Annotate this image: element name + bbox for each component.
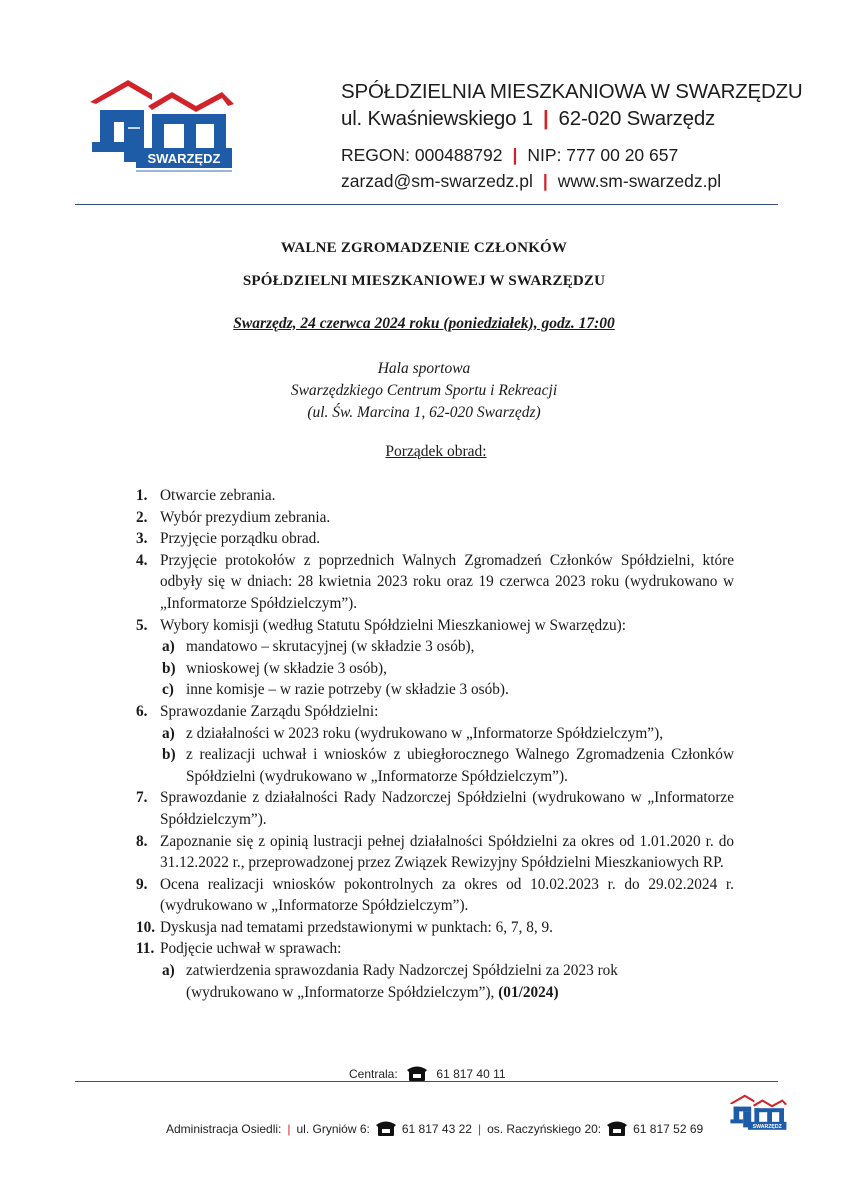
logo-label: SWARZĘDZ <box>752 1123 782 1130</box>
sub-text: wnioskowej (w składzie 3 osób), <box>186 659 387 677</box>
telephone-icon <box>607 1120 627 1136</box>
nip-number: NIP: 777 00 20 657 <box>527 145 679 165</box>
item-number: 2. <box>136 508 148 526</box>
organization-name: SPÓŁDZIELNIA MIESZKANIOWA W SWARZĘDZU <box>341 80 803 103</box>
agenda-item <box>136 701 734 723</box>
agenda-item <box>136 874 734 917</box>
item-text: Wybór prezydium zebrania. <box>160 508 331 526</box>
item-number: 5. <box>136 616 148 634</box>
sub-text: inne komisje – w razie potrzeby (w składzie 3 osób). <box>186 681 509 699</box>
agenda-item <box>136 615 734 637</box>
sub-item <box>136 723 734 745</box>
registration-numbers <box>341 145 678 166</box>
sub-item <box>136 960 734 1003</box>
sub-item <box>136 679 734 701</box>
central-phone-line <box>349 1065 506 1081</box>
venue-line3: (ul. Św. Marcina 1, 62-020 Swarzędz) <box>307 404 541 421</box>
item-number: 6. <box>136 702 148 720</box>
raczynskiego-label: os. Raczyńskiego 20: <box>487 1122 602 1136</box>
agenda-item <box>136 831 734 874</box>
sub-item <box>136 658 734 680</box>
telephone-icon <box>376 1120 396 1136</box>
resolution-number: (01/2024) <box>498 983 559 1001</box>
document-title-line2: SPÓŁDZIELNI MIESZKANIOWEJ W SWARZĘDZU <box>242 273 606 289</box>
agenda-list <box>136 485 734 1003</box>
separator: | <box>543 107 549 130</box>
sub-text: z realizacji uchwał i wniosków z ubiegłorocznego Walnego Zgromadzenia Członków Spółdzielni (wydrukowano w „Informatorze Spółdzielczym”). <box>186 746 734 785</box>
admin-label: Administracja Osiedli: <box>166 1122 282 1136</box>
item-text: Zapoznanie się z opinią lustracji pełnej działalności Spółdzielni za okres od 1.01.2020 r. do 31.12.2022 r., przeprowadzonej przez Związek Rewizyjny Spółdzielni Mieszkaniowych RP. <box>160 832 734 872</box>
contact-line <box>341 171 721 192</box>
regon-number: REGON: 000488792 <box>341 145 503 165</box>
sub-letter: a) <box>162 962 175 980</box>
street-address: ul. Kwaśniewskiego 1 <box>341 107 533 130</box>
separator: | <box>512 145 518 165</box>
sub-text: zatwierdzenia sprawozdania Rady Nadzorczej Spółdzielni za 2023 rok (wydrukowano w „Informatorze Spółdzielczym”), <box>186 962 618 1001</box>
item-text: Przyjęcie porządku obrad. <box>160 530 321 548</box>
sub-letter: a) <box>162 638 175 656</box>
item-number: 4. <box>136 551 148 569</box>
venue-line2: Swarzędzkiego Centrum Sportu i Rekreacji <box>290 382 558 399</box>
item-number: 8. <box>136 832 148 850</box>
separator: | <box>477 1122 482 1136</box>
agenda-title: Porządek obrad: <box>385 443 487 460</box>
separator: | <box>287 1122 291 1136</box>
website-link[interactable]: www.sm-swarzedz.pl <box>557 171 722 191</box>
item-text: Otwarcie zebrania. <box>160 487 276 504</box>
sub-text: mandatowo – skrutacyjnej (w składzie 3 osób), <box>186 638 475 656</box>
meeting-date: Swarzędz, 24 czerwca 2024 roku (poniedziałek), godz. 17:00 <box>233 315 615 332</box>
item-text: Sprawozdanie Zarządu Spółdzielni: <box>160 702 379 720</box>
sub-letter: c) <box>162 681 174 699</box>
cooperative-logo <box>88 76 234 176</box>
sub-letter: a) <box>162 724 175 742</box>
item-text: Dyskusja nad tematami przedstawionymi w punktach: 6, 7, 8, 9. <box>160 918 553 936</box>
organization-address <box>341 107 715 131</box>
item-number: 11. <box>136 940 155 958</box>
logo-label: SWARZĘDZ <box>147 151 221 166</box>
item-text: Podjęcie uchwał w sprawach: <box>160 940 342 958</box>
email-link[interactable]: zarzad@sm-swarzedz.pl <box>341 171 533 191</box>
venue-line1: Hala sportowa <box>377 360 471 377</box>
sub-item <box>136 744 734 787</box>
item-text: Przyjęcie protokołów z poprzednich Walnych Zgromadzeń Członków Spółdzielni, które odbyły się w dniach: 28 kwietnia 2023 roku oraz 19 czerwca 2023 roku (wydrukowano w „Informatorze Spółdzielczym”). <box>160 551 734 612</box>
telephone-icon <box>407 1065 427 1081</box>
agenda-item <box>136 507 734 529</box>
item-number: 7. <box>136 789 148 807</box>
item-text: Sprawozdanie z działalności Rady Nadzorczej Spółdzielni (wydrukowano w „Informatorze Spółdzielczym”). <box>160 789 734 828</box>
item-text: Wybory komisji (według Statutu Spółdzielni Mieszkaniowej w Swarzędzu): <box>160 616 626 634</box>
sub-text-wrap <box>186 960 734 1003</box>
sub-letter: b) <box>162 659 176 677</box>
agenda-item <box>136 917 734 939</box>
agenda-item <box>136 528 734 550</box>
footer-divider <box>75 1081 778 1082</box>
item-number: 3. <box>136 530 148 548</box>
header-divider <box>75 204 778 205</box>
document-title-line1: WALNE ZGROMADZENIE CZŁONKÓW <box>280 240 568 256</box>
agenda-item <box>136 787 734 830</box>
sub-text: z działalności w 2023 roku (wydrukowano w „Informatorze Spółdzielczym”), <box>186 724 664 742</box>
central-phone[interactable]: 61 817 40 11 <box>436 1067 506 1081</box>
postal-address: 62-020 Swarzędz <box>558 107 716 130</box>
sub-item <box>136 636 734 658</box>
item-number: 9. <box>136 875 148 893</box>
gryniow-phone[interactable]: 61 817 43 22 <box>401 1122 472 1136</box>
administration-phones <box>166 1120 703 1136</box>
agenda-item <box>136 938 734 960</box>
item-text: Ocena realizacji wniosków pokontrolnych za okres od 10.02.2023 r. do 29.02.2024 r. (wydrukowano w „Informatorze Spółdzielczym”). <box>160 875 734 915</box>
item-number: 10. <box>136 918 156 936</box>
cooperative-logo-small <box>728 1093 788 1133</box>
raczynskiego-phone[interactable]: 61 817 52 69 <box>633 1122 704 1136</box>
gryniow-label: ul. Gryniów 6: <box>296 1122 370 1136</box>
agenda-item <box>136 485 734 507</box>
agenda-item <box>136 550 734 615</box>
sub-letter: b) <box>162 746 176 764</box>
item-number: 1. <box>136 487 148 504</box>
central-label: Centrala: <box>349 1067 398 1081</box>
separator: | <box>542 171 548 191</box>
